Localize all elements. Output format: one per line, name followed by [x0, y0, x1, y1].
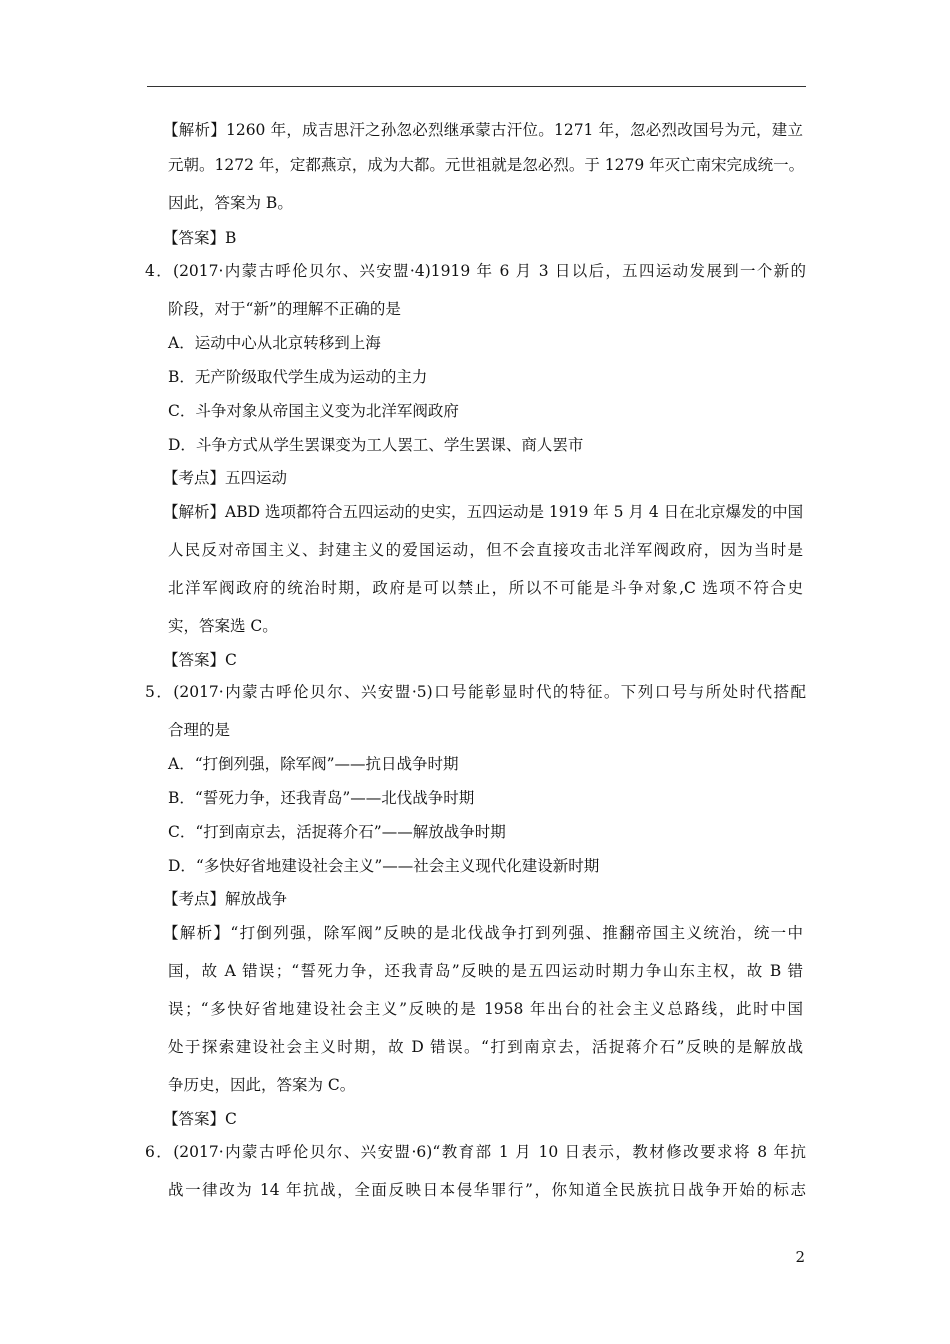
header-rule [147, 86, 806, 87]
q4-analysis-line-4: 实，答案选 C。 [168, 617, 278, 635]
q5-analysis-line-5: 争历史，因此，答案为 C。 [168, 1076, 356, 1094]
q6-stem-line-2: 战一律改为 14 年抗战，全面反映日本侵华罪行”，你知道全民族抗日战争开始的标志 [168, 1181, 806, 1199]
page-number: 2 [795, 1248, 805, 1266]
q3-analysis-line-3: 因此，答案为 B。 [168, 194, 293, 212]
q6-stem-line-1: 6．(2017·内蒙古呼伦贝尔、兴安盟·6)“教育部 1 月 10 日表示，教材修改要求将 8 年抗 [145, 1143, 806, 1161]
q4-option-b: B．无产阶级取代学生成为运动的主力 [168, 368, 428, 386]
q5-answer: 【答案】C [163, 1110, 237, 1128]
q5-analysis-line-3: 误；“多快好省地建设社会主义”反映的是 1958 年出台的社会主义总路线，此时中国 [168, 1000, 803, 1018]
q5-option-c: C．“打到南京去，活捉蒋介石”——解放战争时期 [168, 823, 506, 841]
q4-analysis-line-2: 人民反对帝国主义、封建主义的爱国运动，但不会直接攻击北洋军阀政府，因为当时是 [168, 541, 803, 559]
q4-analysis-line-3: 北洋军阀政府的统治时期，政府是可以禁止，所以不可能是斗争对象,C 选项不符合史 [168, 579, 803, 597]
q5-option-b: B．“誓死力争，还我青岛”——北伐战争时期 [168, 789, 475, 807]
q4-stem-line-2: 阶段，对于“新”的理解不正确的是 [168, 300, 401, 318]
q4-analysis-line-1: 【解析】ABD 选项都符合五四运动的史实，五四运动是 1919 年 5 月 4 日在北京爆发的中国 [163, 503, 804, 521]
q5-option-d: D．“多快好省地建设社会主义”——社会主义现代化建设新时期 [168, 857, 600, 875]
q3-answer: 【答案】B [163, 229, 237, 247]
q5-stem-line-2: 合理的是 [168, 721, 231, 739]
q4-option-a: A．运动中心从北京转移到上海 [168, 334, 381, 352]
q4-stem-line-1: 4．(2017·内蒙古呼伦贝尔、兴安盟·4)1919 年 6 月 3 日以后，五四运动发展到一个新的 [145, 262, 806, 280]
q4-point: 【考点】五四运动 [163, 469, 288, 487]
q5-analysis-line-1: 【解析】“打倒列强，除军阀”反映的是北伐战争打到列强、推翻帝国主义统治，统一中 [163, 924, 803, 942]
q5-option-a: A．“打倒列强，除军阀”——抗日战争时期 [168, 755, 459, 773]
q4-answer: 【答案】C [163, 651, 237, 669]
q3-analysis-line-2: 元朝。1272 年，定都燕京，成为大都。元世祖就是忽必烈。于 1279 年灭亡南宋完成统一。 [168, 156, 805, 174]
q4-option-d: D．斗争方式从学生罢课变为工人罢工、学生罢课、商人罢市 [168, 436, 584, 454]
q4-option-c: C．斗争对象从帝国主义变为北洋军阀政府 [168, 402, 459, 420]
q3-analysis-line-1: 【解析】1260 年，成吉思汗之孙忽必烈继承蒙古汗位。1271 年，忽必烈改国号为元，建立 [163, 121, 803, 139]
q5-analysis-line-2: 国，故 A 错误；“誓死力争，还我青岛”反映的是五四运动时期力争山东主权，故 B 错 [168, 962, 803, 980]
q5-analysis-line-4: 处于探索建设社会主义时期，故 D 错误。“打到南京去，活捉蒋介石”反映的是解放战 [168, 1038, 803, 1056]
q5-point: 【考点】解放战争 [163, 890, 288, 908]
q5-stem-line-1: 5．(2017·内蒙古呼伦贝尔、兴安盟·5)口号能彰显时代的特征。下列口号与所处时代搭配 [145, 683, 806, 701]
